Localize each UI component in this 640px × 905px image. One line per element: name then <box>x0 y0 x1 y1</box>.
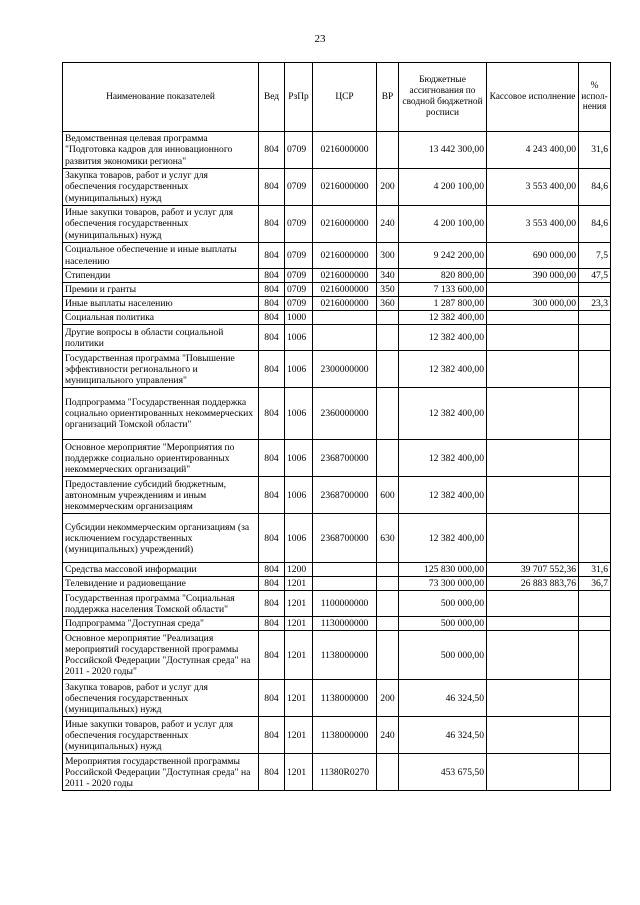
cell-vr <box>377 132 399 169</box>
header-pct: % испол-нения <box>579 63 611 132</box>
cell-pct: 47,5 <box>579 269 611 283</box>
header-ved: Вед <box>259 63 285 132</box>
cell-vr: 630 <box>377 514 399 563</box>
cell-pct <box>579 631 611 680</box>
cell-pct <box>579 351 611 388</box>
cell-ved: 804 <box>259 680 285 717</box>
cell-rzpr: 1201 <box>285 717 313 754</box>
cell-vr: 300 <box>377 243 399 269</box>
cell-rzpr: 0709 <box>285 206 313 243</box>
cell-cash: 690 000,00 <box>487 243 579 269</box>
cell-pct <box>579 680 611 717</box>
cell-ved: 804 <box>259 754 285 791</box>
cell-name: Иные закупки товаров, работ и услуг для обеспечения государственных (муниципальных) нужд <box>63 717 259 754</box>
cell-ved: 804 <box>259 269 285 283</box>
cell-pct <box>579 514 611 563</box>
cell-pct: 36,7 <box>579 577 611 591</box>
cell-rzpr: 0709 <box>285 132 313 169</box>
cell-pct <box>579 591 611 617</box>
cell-pct <box>579 283 611 297</box>
cell-vr <box>377 577 399 591</box>
cell-csr: 1138000000 <box>313 631 377 680</box>
cell-budget: 4 200 100,00 <box>399 169 487 206</box>
cell-csr <box>313 577 377 591</box>
cell-budget: 7 133 600,00 <box>399 283 487 297</box>
cell-vr: 350 <box>377 283 399 297</box>
cell-cash: 39 707 552,36 <box>487 563 579 577</box>
cell-ved: 804 <box>259 243 285 269</box>
cell-cash: 390 000,00 <box>487 269 579 283</box>
cell-csr: 0216000000 <box>313 132 377 169</box>
cell-vr: 340 <box>377 269 399 283</box>
cell-csr: 1130000000 <box>313 617 377 631</box>
cell-name: Мероприятия государственной программы Российской Федерации "Доступная среда" на 2011 - 2020 годы <box>63 754 259 791</box>
cell-csr <box>313 311 377 325</box>
cell-csr: 0216000000 <box>313 297 377 311</box>
cell-name: Средства массовой информации <box>63 563 259 577</box>
cell-rzpr: 1201 <box>285 617 313 631</box>
cell-vr <box>377 754 399 791</box>
cell-pct <box>579 477 611 514</box>
table-row <box>63 754 611 791</box>
cell-pct: 31,6 <box>579 132 611 169</box>
cell-pct <box>579 717 611 754</box>
cell-budget: 46 324,50 <box>399 717 487 754</box>
cell-rzpr: 1201 <box>285 631 313 680</box>
cell-vr: 200 <box>377 169 399 206</box>
cell-csr: 0216000000 <box>313 169 377 206</box>
cell-ved: 804 <box>259 514 285 563</box>
cell-cash <box>487 631 579 680</box>
cell-ved: 804 <box>259 717 285 754</box>
cell-budget: 125 830 000,00 <box>399 563 487 577</box>
cell-csr: 2300000000 <box>313 351 377 388</box>
cell-budget: 12 382 400,00 <box>399 351 487 388</box>
table-row <box>63 631 611 680</box>
header-vr: ВР <box>377 63 399 132</box>
cell-csr: 1138000000 <box>313 680 377 717</box>
table-row <box>63 169 611 206</box>
cell-cash: 26 883 883,76 <box>487 577 579 591</box>
cell-name: Иные закупки товаров, работ и услуг для обеспечения государственных (муниципальных) нужд <box>63 206 259 243</box>
cell-vr <box>377 631 399 680</box>
cell-budget: 500 000,00 <box>399 631 487 680</box>
cell-pct <box>579 325 611 351</box>
cell-ved: 804 <box>259 577 285 591</box>
table-row <box>63 311 611 325</box>
cell-rzpr: 0709 <box>285 269 313 283</box>
cell-ved: 804 <box>259 169 285 206</box>
cell-ved: 804 <box>259 325 285 351</box>
cell-rzpr: 1006 <box>285 477 313 514</box>
cell-cash: 4 243 400,00 <box>487 132 579 169</box>
cell-pct <box>579 388 611 440</box>
cell-budget: 500 000,00 <box>399 617 487 631</box>
table-row <box>63 243 611 269</box>
cell-budget: 12 382 400,00 <box>399 440 487 477</box>
cell-name: Государственная программа "Повышение эффективности регионального и муниципального управления" <box>63 351 259 388</box>
cell-ved: 804 <box>259 617 285 631</box>
cell-name: Премии и гранты <box>63 283 259 297</box>
cell-name: Иные выплаты населению <box>63 297 259 311</box>
cell-cash <box>487 388 579 440</box>
cell-rzpr: 1006 <box>285 325 313 351</box>
cell-budget: 46 324,50 <box>399 680 487 717</box>
cell-vr <box>377 563 399 577</box>
cell-name: Закупка товаров, работ и услуг для обеспечения государственных (муниципальных) нужд <box>63 680 259 717</box>
cell-cash <box>487 351 579 388</box>
cell-ved: 804 <box>259 631 285 680</box>
cell-rzpr: 0709 <box>285 283 313 297</box>
cell-cash <box>487 591 579 617</box>
cell-ved: 804 <box>259 351 285 388</box>
cell-cash <box>487 477 579 514</box>
cell-csr: 1138000000 <box>313 717 377 754</box>
cell-budget: 500 000,00 <box>399 591 487 617</box>
cell-vr <box>377 591 399 617</box>
cell-name: Основное мероприятие "Мероприятия по поддержке социально ориентированных некоммерческих организаций" <box>63 440 259 477</box>
cell-pct: 7,5 <box>579 243 611 269</box>
cell-name: Подпрограмма "Доступная среда" <box>63 617 259 631</box>
cell-vr: 240 <box>377 717 399 754</box>
cell-vr <box>377 440 399 477</box>
cell-name: Социальное обеспечение и иные выплаты населению <box>63 243 259 269</box>
cell-pct <box>579 617 611 631</box>
cell-budget: 12 382 400,00 <box>399 311 487 325</box>
header-rzpr: РзПр <box>285 63 313 132</box>
cell-vr: 600 <box>377 477 399 514</box>
table-row <box>63 477 611 514</box>
cell-csr <box>313 325 377 351</box>
cell-rzpr: 1201 <box>285 680 313 717</box>
cell-ved: 804 <box>259 297 285 311</box>
table-row <box>63 591 611 617</box>
cell-rzpr: 1006 <box>285 440 313 477</box>
cell-budget: 453 675,50 <box>399 754 487 791</box>
header-csr: ЦСР <box>313 63 377 132</box>
cell-rzpr: 1006 <box>285 351 313 388</box>
cell-vr <box>377 617 399 631</box>
table-row <box>63 717 611 754</box>
cell-cash <box>487 617 579 631</box>
cell-name: Другие вопросы в области социальной политики <box>63 325 259 351</box>
cell-csr <box>313 563 377 577</box>
cell-rzpr: 0709 <box>285 243 313 269</box>
table-row <box>63 132 611 169</box>
cell-name: Основное мероприятие "Реализация мероприятий государственной программы Российской Федерации "Доступная среда" на 2011 - 2020 годы" <box>63 631 259 680</box>
cell-vr: 360 <box>377 297 399 311</box>
cell-budget: 12 382 400,00 <box>399 325 487 351</box>
table-row <box>63 563 611 577</box>
cell-cash <box>487 440 579 477</box>
table-row <box>63 351 611 388</box>
cell-cash <box>487 754 579 791</box>
cell-rzpr: 0709 <box>285 297 313 311</box>
cell-rzpr: 1200 <box>285 563 313 577</box>
cell-budget: 13 442 300,00 <box>399 132 487 169</box>
cell-csr: 0216000000 <box>313 269 377 283</box>
cell-ved: 804 <box>259 283 285 297</box>
header-cash: Кассовое исполнение <box>487 63 579 132</box>
cell-csr: 1100000000 <box>313 591 377 617</box>
cell-budget: 820 800,00 <box>399 269 487 283</box>
cell-pct: 84,6 <box>579 169 611 206</box>
cell-rzpr: 0709 <box>285 169 313 206</box>
cell-cash <box>487 325 579 351</box>
table-row <box>63 206 611 243</box>
cell-cash <box>487 680 579 717</box>
cell-vr <box>377 325 399 351</box>
cell-pct <box>579 311 611 325</box>
cell-ved: 804 <box>259 563 285 577</box>
cell-ved: 804 <box>259 206 285 243</box>
cell-ved: 804 <box>259 132 285 169</box>
cell-budget: 12 382 400,00 <box>399 388 487 440</box>
table-row <box>63 388 611 440</box>
cell-csr: 0216000000 <box>313 206 377 243</box>
cell-csr: 2368700000 <box>313 477 377 514</box>
cell-rzpr: 1201 <box>285 754 313 791</box>
table-row <box>63 617 611 631</box>
cell-pct <box>579 754 611 791</box>
cell-vr <box>377 311 399 325</box>
cell-ved: 804 <box>259 591 285 617</box>
cell-cash: 3 553 400,00 <box>487 206 579 243</box>
cell-cash <box>487 514 579 563</box>
cell-budget: 1 287 800,00 <box>399 297 487 311</box>
table-row <box>63 577 611 591</box>
header-row <box>63 63 611 132</box>
cell-name: Подпрограмма "Государственная поддержка социально ориентированных некоммерческих организаций Томской области" <box>63 388 259 440</box>
cell-ved: 804 <box>259 440 285 477</box>
cell-name: Закупка товаров, работ и услуг для обеспечения государственных (муниципальных) нужд <box>63 169 259 206</box>
cell-vr <box>377 388 399 440</box>
cell-rzpr: 1201 <box>285 591 313 617</box>
cell-pct <box>579 440 611 477</box>
cell-cash <box>487 283 579 297</box>
cell-name: Социальная политика <box>63 311 259 325</box>
cell-csr: 11380R0270 <box>313 754 377 791</box>
table-row <box>63 440 611 477</box>
cell-pct: 31,6 <box>579 563 611 577</box>
cell-vr: 200 <box>377 680 399 717</box>
cell-budget: 73 300 000,00 <box>399 577 487 591</box>
cell-pct: 23,3 <box>579 297 611 311</box>
cell-vr <box>377 351 399 388</box>
cell-name: Предоставление субсидий бюджетным, автономным учреждениям и иным некоммерческим организациям <box>63 477 259 514</box>
cell-budget: 12 382 400,00 <box>399 514 487 563</box>
cell-rzpr: 1006 <box>285 514 313 563</box>
table-row <box>63 680 611 717</box>
cell-rzpr: 1000 <box>285 311 313 325</box>
cell-cash <box>487 311 579 325</box>
cell-pct: 84,6 <box>579 206 611 243</box>
cell-budget: 4 200 100,00 <box>399 206 487 243</box>
cell-rzpr: 1006 <box>285 388 313 440</box>
cell-ved: 804 <box>259 477 285 514</box>
table-row <box>63 325 611 351</box>
table-row <box>63 514 611 563</box>
header-budget: Бюджетные ассигнования по сводной бюджетной росписи <box>399 63 487 132</box>
cell-name: Ведомственная целевая программа "Подготовка кадров для инновационного развития экономики региона" <box>63 132 259 169</box>
header-name: Наименование показателей <box>63 63 259 132</box>
cell-csr: 2368700000 <box>313 440 377 477</box>
cell-ved: 804 <box>259 388 285 440</box>
cell-name: Стипендии <box>63 269 259 283</box>
cell-name: Телевидение и радиовещание <box>63 577 259 591</box>
cell-csr: 2368700000 <box>313 514 377 563</box>
cell-rzpr: 1201 <box>285 577 313 591</box>
cell-name: Субсидии некоммерческим организациям (за исключением государственных (муниципальных) учреждений) <box>63 514 259 563</box>
cell-vr: 240 <box>377 206 399 243</box>
budget-table <box>62 62 611 791</box>
cell-name: Государственная программа "Социальная поддержка населения Томской области" <box>63 591 259 617</box>
cell-cash: 3 553 400,00 <box>487 169 579 206</box>
cell-ved: 804 <box>259 311 285 325</box>
cell-cash: 300 000,00 <box>487 297 579 311</box>
cell-budget: 9 242 200,00 <box>399 243 487 269</box>
cell-budget: 12 382 400,00 <box>399 477 487 514</box>
page-number: 23 <box>314 33 326 45</box>
table-row <box>63 283 611 297</box>
table-row <box>63 269 611 283</box>
cell-cash <box>487 717 579 754</box>
cell-csr: 2360000000 <box>313 388 377 440</box>
cell-csr: 0216000000 <box>313 243 377 269</box>
table-row <box>63 297 611 311</box>
cell-csr: 0216000000 <box>313 283 377 297</box>
